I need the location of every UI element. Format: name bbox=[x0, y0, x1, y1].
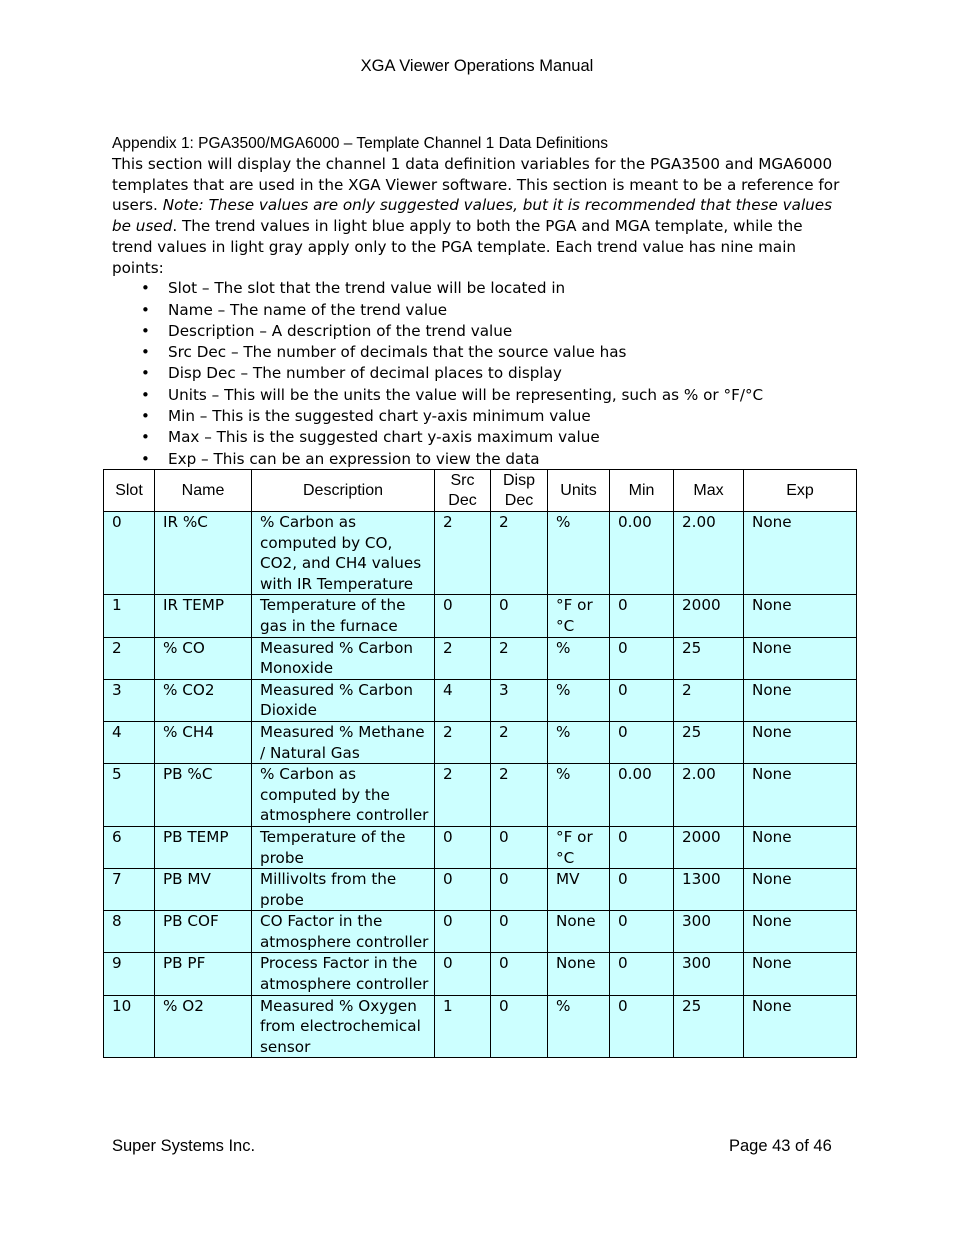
cell-slot: 3 bbox=[104, 679, 155, 721]
cell-disp-dec: 2 bbox=[491, 721, 548, 763]
cell-src-dec: 0 bbox=[435, 869, 491, 911]
header-min: Min bbox=[610, 470, 674, 512]
intro-text-part1: This section will display the channel 1 data definition variables for the PGA3500 and MGA6000 templates that are used in the XGA Viewer software. This section is meant to be a reference for users. bbox=[112, 155, 840, 215]
cell-name: IR %C bbox=[155, 512, 252, 595]
header-name: Name bbox=[155, 470, 252, 512]
list-item: • Description – A description of the trend value bbox=[168, 321, 847, 342]
cell-disp-dec: 0 bbox=[491, 826, 548, 868]
table-row bbox=[104, 679, 857, 721]
cell-slot: 6 bbox=[104, 826, 155, 868]
cell-slot: 9 bbox=[104, 953, 155, 995]
cell-exp: None bbox=[744, 869, 857, 911]
cell-disp-dec: 2 bbox=[491, 764, 548, 827]
cell-description: Measured % Methane / Natural Gas bbox=[252, 721, 435, 763]
cell-src-dec: 2 bbox=[435, 764, 491, 827]
cell-src-dec: 0 bbox=[435, 826, 491, 868]
cell-src-dec: 2 bbox=[435, 512, 491, 595]
cell-slot: 8 bbox=[104, 911, 155, 953]
cell-disp-dec: 2 bbox=[491, 637, 548, 679]
list-item: • Min – This is the suggested chart y-axis minimum value bbox=[168, 406, 847, 427]
cell-description: Temperature of the probe bbox=[252, 826, 435, 868]
cell-min: 0.00 bbox=[610, 512, 674, 595]
cell-name: PB COF bbox=[155, 911, 252, 953]
cell-name: PB PF bbox=[155, 953, 252, 995]
cell-description: Measured % Carbon Dioxide bbox=[252, 679, 435, 721]
table-row bbox=[104, 595, 857, 637]
cell-min: 0 bbox=[610, 595, 674, 637]
cell-exp: None bbox=[744, 764, 857, 827]
cell-description: Measured % Carbon Monoxide bbox=[252, 637, 435, 679]
table-row bbox=[104, 826, 857, 868]
cell-exp: None bbox=[744, 512, 857, 595]
cell-slot: 4 bbox=[104, 721, 155, 763]
table-row bbox=[104, 995, 857, 1058]
list-item: • Src Dec – The number of decimals that the source value has bbox=[168, 342, 847, 363]
table-row bbox=[104, 764, 857, 827]
cell-disp-dec: 0 bbox=[491, 953, 548, 995]
list-item: • Units – This will be the units the value will be representing, such as % or °F/°C bbox=[168, 385, 847, 406]
cell-description: CO Factor in the atmosphere controller bbox=[252, 911, 435, 953]
cell-description: Process Factor in the atmosphere controller bbox=[252, 953, 435, 995]
header-exp: Exp bbox=[744, 470, 857, 512]
cell-exp: None bbox=[744, 995, 857, 1058]
table-row bbox=[104, 953, 857, 995]
cell-exp: None bbox=[744, 637, 857, 679]
cell-description: Millivolts from the probe bbox=[252, 869, 435, 911]
channel-definitions-table bbox=[103, 469, 857, 1058]
intro-text-part2: . The trend values in light blue apply to both the PGA and MGA template, while the trend values in light gray apply only to the PGA template. Each trend value has nine main points: bbox=[112, 217, 803, 277]
table-row bbox=[104, 637, 857, 679]
list-item: • Name – The name of the trend value bbox=[168, 300, 847, 321]
cell-src-dec: 2 bbox=[435, 637, 491, 679]
header-src-dec: Src Dec bbox=[435, 470, 491, 512]
cell-units: °F or °C bbox=[548, 826, 610, 868]
cell-exp: None bbox=[744, 911, 857, 953]
cell-units: % bbox=[548, 637, 610, 679]
cell-description: % Carbon as computed by CO, CO2, and CH4 values with IR Temperature bbox=[252, 512, 435, 595]
cell-src-dec: 1 bbox=[435, 995, 491, 1058]
cell-name: PB TEMP bbox=[155, 826, 252, 868]
cell-max: 300 bbox=[674, 953, 744, 995]
cell-min: 0 bbox=[610, 869, 674, 911]
cell-min: 0 bbox=[610, 953, 674, 995]
cell-max: 2.00 bbox=[674, 512, 744, 595]
table-row bbox=[104, 721, 857, 763]
cell-min: 0 bbox=[610, 637, 674, 679]
header-units: Units bbox=[548, 470, 610, 512]
table-header-row bbox=[104, 470, 857, 512]
cell-src-dec: 2 bbox=[435, 721, 491, 763]
cell-disp-dec: 0 bbox=[491, 911, 548, 953]
cell-name: % CO bbox=[155, 637, 252, 679]
cell-max: 25 bbox=[674, 721, 744, 763]
footer-page-number: Page 43 of 46 bbox=[729, 1137, 832, 1155]
cell-slot: 2 bbox=[104, 637, 155, 679]
cell-name: IR TEMP bbox=[155, 595, 252, 637]
section-intro-paragraph bbox=[112, 154, 847, 278]
cell-max: 2000 bbox=[674, 595, 744, 637]
page-header-title: XGA Viewer Operations Manual bbox=[360, 57, 594, 75]
list-item: • Disp Dec – The number of decimal places to display bbox=[168, 363, 847, 384]
cell-description: % Carbon as computed by the atmosphere controller bbox=[252, 764, 435, 827]
footer-company: Super Systems Inc. bbox=[112, 1137, 256, 1155]
cell-slot: 5 bbox=[104, 764, 155, 827]
cell-units: % bbox=[548, 512, 610, 595]
cell-min: 0 bbox=[610, 721, 674, 763]
cell-slot: 0 bbox=[104, 512, 155, 595]
cell-min: 0.00 bbox=[610, 764, 674, 827]
cell-units: % bbox=[548, 995, 610, 1058]
cell-max: 2 bbox=[674, 679, 744, 721]
list-item: • Slot – The slot that the trend value will be located in bbox=[168, 278, 847, 299]
appendix-section bbox=[112, 134, 847, 470]
cell-exp: None bbox=[744, 826, 857, 868]
cell-src-dec: 0 bbox=[435, 911, 491, 953]
cell-units: % bbox=[548, 721, 610, 763]
cell-min: 0 bbox=[610, 679, 674, 721]
cell-min: 0 bbox=[610, 995, 674, 1058]
cell-exp: None bbox=[744, 721, 857, 763]
list-item: • Exp – This can be an expression to view the data bbox=[168, 449, 847, 470]
cell-slot: 7 bbox=[104, 869, 155, 911]
cell-name: % CH4 bbox=[155, 721, 252, 763]
list-item: • Max – This is the suggested chart y-axis maximum value bbox=[168, 427, 847, 448]
cell-disp-dec: 0 bbox=[491, 595, 548, 637]
cell-exp: None bbox=[744, 679, 857, 721]
cell-slot: 1 bbox=[104, 595, 155, 637]
cell-slot: 10 bbox=[104, 995, 155, 1058]
table-row bbox=[104, 869, 857, 911]
cell-exp: None bbox=[744, 595, 857, 637]
cell-units: MV bbox=[548, 869, 610, 911]
cell-max: 2.00 bbox=[674, 764, 744, 827]
cell-units: None bbox=[548, 911, 610, 953]
cell-disp-dec: 0 bbox=[491, 995, 548, 1058]
cell-max: 25 bbox=[674, 637, 744, 679]
cell-name: PB %C bbox=[155, 764, 252, 827]
cell-description: Measured % Oxygen from electrochemical sensor bbox=[252, 995, 435, 1058]
intro-note: Note: These values are only suggested values, but it is recommended that these values be used bbox=[112, 196, 833, 236]
cell-max: 25 bbox=[674, 995, 744, 1058]
cell-max: 300 bbox=[674, 911, 744, 953]
cell-description: Temperature of the gas in the furnace bbox=[252, 595, 435, 637]
cell-name: PB MV bbox=[155, 869, 252, 911]
cell-disp-dec: 0 bbox=[491, 869, 548, 911]
cell-disp-dec: 2 bbox=[491, 512, 548, 595]
cell-units: None bbox=[548, 953, 610, 995]
trend-points-list bbox=[112, 278, 847, 470]
table-row bbox=[104, 911, 857, 953]
cell-name: % CO2 bbox=[155, 679, 252, 721]
cell-exp: None bbox=[744, 953, 857, 995]
header-max: Max bbox=[674, 470, 744, 512]
cell-units: °F or °C bbox=[548, 595, 610, 637]
cell-max: 2000 bbox=[674, 826, 744, 868]
section-heading: Appendix 1: PGA3500/MGA6000 – Template Channel 1 Data Definitions bbox=[112, 135, 609, 152]
cell-src-dec: 4 bbox=[435, 679, 491, 721]
cell-min: 0 bbox=[610, 911, 674, 953]
table-row bbox=[104, 512, 857, 595]
cell-max: 1300 bbox=[674, 869, 744, 911]
cell-units: % bbox=[548, 764, 610, 827]
cell-name: % O2 bbox=[155, 995, 252, 1058]
cell-units: % bbox=[548, 679, 610, 721]
header-slot: Slot bbox=[104, 470, 155, 512]
cell-min: 0 bbox=[610, 826, 674, 868]
cell-src-dec: 0 bbox=[435, 595, 491, 637]
cell-disp-dec: 3 bbox=[491, 679, 548, 721]
header-description: Description bbox=[252, 470, 435, 512]
header-disp-dec: Disp Dec bbox=[491, 470, 548, 512]
cell-src-dec: 0 bbox=[435, 953, 491, 995]
